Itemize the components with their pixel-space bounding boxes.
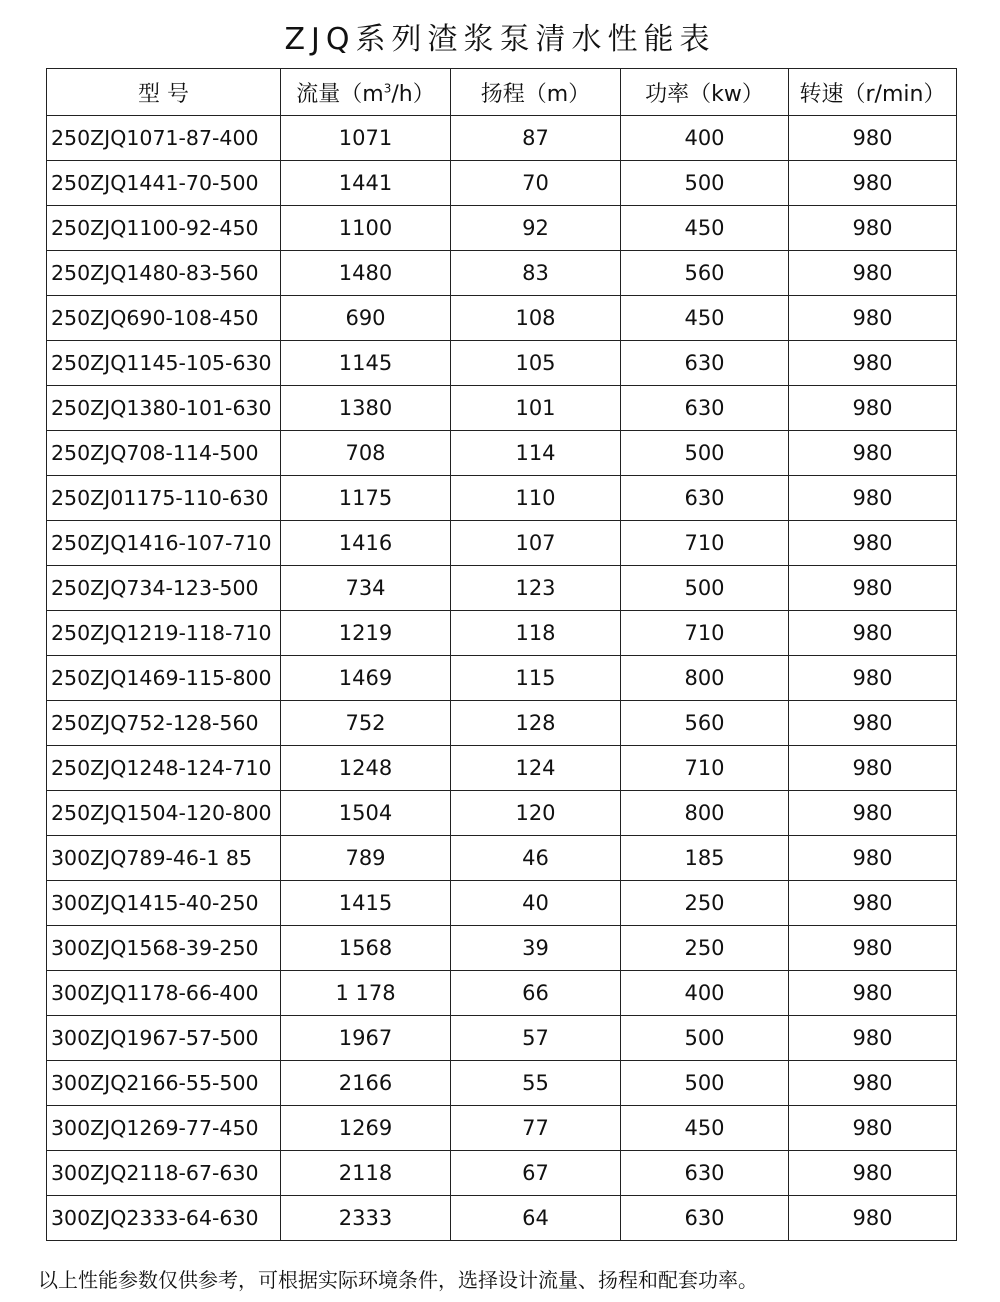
table-row [47, 836, 957, 881]
flow-cell: 1480 [281, 251, 451, 296]
head-cell: 87 [451, 116, 621, 161]
speed-cell: 980 [789, 116, 957, 161]
head-cell: 107 [451, 521, 621, 566]
power-cell: 500 [621, 1016, 789, 1061]
speed-cell: 980 [789, 251, 957, 296]
head-cell: 67 [451, 1151, 621, 1196]
header-flow-suffix: /h） [391, 81, 435, 107]
flow-cell: 1568 [281, 926, 451, 971]
head-cell: 55 [451, 1061, 621, 1106]
table-row [47, 701, 957, 746]
table-row [47, 746, 957, 791]
speed-cell: 980 [789, 1151, 957, 1196]
head-cell: 46 [451, 836, 621, 881]
table-row [47, 521, 957, 566]
model-cell: 250ZJQ1504-120-800 [47, 791, 281, 836]
power-cell: 800 [621, 791, 789, 836]
head-cell: 120 [451, 791, 621, 836]
model-cell: 250ZJQ1480-83-560 [47, 251, 281, 296]
flow-cell: 690 [281, 296, 451, 341]
page-title: ZJQ系列渣浆泵清水性能表 [284, 22, 716, 57]
speed-cell: 980 [789, 881, 957, 926]
flow-cell: 1415 [281, 881, 451, 926]
head-cell: 40 [451, 881, 621, 926]
flow-cell: 2118 [281, 1151, 451, 1196]
head-cell: 83 [451, 251, 621, 296]
header-flow-superscript: 3 [383, 81, 392, 96]
table-row [47, 611, 957, 656]
power-cell: 500 [621, 161, 789, 206]
power-cell: 250 [621, 926, 789, 971]
model-cell: 250ZJQ1416-107-710 [47, 521, 281, 566]
speed-cell: 980 [789, 1016, 957, 1061]
flow-cell: 1441 [281, 161, 451, 206]
power-cell: 400 [621, 971, 789, 1016]
power-cell: 450 [621, 1106, 789, 1151]
power-cell: 185 [621, 836, 789, 881]
head-cell: 123 [451, 566, 621, 611]
header-flow [281, 69, 451, 116]
header-head: 扬程（m） [451, 69, 621, 116]
model-cell: 250ZJQ1441-70-500 [47, 161, 281, 206]
flow-cell: 1071 [281, 116, 451, 161]
speed-cell: 980 [789, 161, 957, 206]
model-cell: 300ZJQ789-46-1 85 [47, 836, 281, 881]
flow-cell: 789 [281, 836, 451, 881]
head-cell: 118 [451, 611, 621, 656]
model-cell: 300ZJQ1415-40-250 [47, 881, 281, 926]
speed-cell: 980 [789, 521, 957, 566]
head-cell: 39 [451, 926, 621, 971]
table-row [47, 656, 957, 701]
speed-cell: 980 [789, 701, 957, 746]
head-cell: 57 [451, 1016, 621, 1061]
table-row [47, 1106, 957, 1151]
power-cell: 560 [621, 251, 789, 296]
model-cell: 250ZJQ734-123-500 [47, 566, 281, 611]
table-row [47, 881, 957, 926]
power-cell: 630 [621, 1196, 789, 1241]
flow-cell: 708 [281, 431, 451, 476]
model-cell: 250ZJQ1100-92-450 [47, 206, 281, 251]
flow-cell: 1 178 [281, 971, 451, 1016]
table-body [47, 116, 957, 1241]
table-row [47, 1196, 957, 1241]
power-cell: 710 [621, 521, 789, 566]
flow-cell: 1269 [281, 1106, 451, 1151]
head-cell: 105 [451, 341, 621, 386]
table-row [47, 161, 957, 206]
table-row [47, 116, 957, 161]
head-cell: 110 [451, 476, 621, 521]
table-row [47, 296, 957, 341]
model-cell: 250ZJQ1145-105-630 [47, 341, 281, 386]
head-cell: 115 [451, 656, 621, 701]
model-cell: 250ZJQ1219-118-710 [47, 611, 281, 656]
model-cell: 250ZJ01175-110-630 [47, 476, 281, 521]
flow-cell: 1380 [281, 386, 451, 431]
speed-cell: 980 [789, 926, 957, 971]
flow-cell: 734 [281, 566, 451, 611]
model-cell: 250ZJQ708-114-500 [47, 431, 281, 476]
flow-cell: 1469 [281, 656, 451, 701]
header-model: 型 号 [47, 69, 281, 116]
model-cell: 250ZJQ1071-87-400 [47, 116, 281, 161]
power-cell: 710 [621, 611, 789, 656]
speed-cell: 980 [789, 791, 957, 836]
model-cell: 250ZJQ690-108-450 [47, 296, 281, 341]
performance-table [46, 68, 957, 1241]
flow-cell: 1416 [281, 521, 451, 566]
head-cell: 64 [451, 1196, 621, 1241]
speed-cell: 980 [789, 1106, 957, 1151]
speed-cell: 980 [789, 1061, 957, 1106]
table-row [47, 1151, 957, 1196]
model-cell: 300ZJQ2118-67-630 [47, 1151, 281, 1196]
table-row [47, 566, 957, 611]
head-cell: 124 [451, 746, 621, 791]
table-row [47, 386, 957, 431]
power-cell: 400 [621, 116, 789, 161]
speed-cell: 980 [789, 476, 957, 521]
power-cell: 630 [621, 476, 789, 521]
power-cell: 500 [621, 1061, 789, 1106]
flow-cell: 2166 [281, 1061, 451, 1106]
model-cell: 250ZJQ1469-115-800 [47, 656, 281, 701]
head-cell: 101 [451, 386, 621, 431]
table-row [47, 431, 957, 476]
power-cell: 800 [621, 656, 789, 701]
flow-cell: 1145 [281, 341, 451, 386]
power-cell: 500 [621, 566, 789, 611]
table-row [47, 341, 957, 386]
footnote: 以上性能参数仅供参考，可根据实际环境条件，选择设计流量、扬程和配套功率。 [38, 1268, 758, 1292]
speed-cell: 980 [789, 656, 957, 701]
power-cell: 560 [621, 701, 789, 746]
model-cell: 300ZJQ2166-55-500 [47, 1061, 281, 1106]
flow-cell: 752 [281, 701, 451, 746]
power-cell: 250 [621, 881, 789, 926]
head-cell: 128 [451, 701, 621, 746]
flow-cell: 2333 [281, 1196, 451, 1241]
power-cell: 630 [621, 1151, 789, 1196]
flow-cell: 1504 [281, 791, 451, 836]
flow-cell: 1967 [281, 1016, 451, 1061]
header-power: 功率（kw） [621, 69, 789, 116]
model-cell: 300ZJQ1568-39-250 [47, 926, 281, 971]
table-row [47, 971, 957, 1016]
speed-cell: 980 [789, 386, 957, 431]
head-cell: 92 [451, 206, 621, 251]
table-row [47, 926, 957, 971]
speed-cell: 980 [789, 836, 957, 881]
header-flow-prefix: 流量（m [296, 81, 384, 107]
power-cell: 630 [621, 341, 789, 386]
table-header-row [47, 69, 957, 116]
model-cell: 300ZJQ1178-66-400 [47, 971, 281, 1016]
head-cell: 114 [451, 431, 621, 476]
header-speed: 转速（r/min） [789, 69, 957, 116]
speed-cell: 980 [789, 206, 957, 251]
table-row [47, 1061, 957, 1106]
speed-cell: 980 [789, 566, 957, 611]
power-cell: 450 [621, 296, 789, 341]
flow-cell: 1175 [281, 476, 451, 521]
model-cell: 250ZJQ1248-124-710 [47, 746, 281, 791]
model-cell: 250ZJQ1380-101-630 [47, 386, 281, 431]
flow-cell: 1100 [281, 206, 451, 251]
head-cell: 70 [451, 161, 621, 206]
speed-cell: 980 [789, 971, 957, 1016]
power-cell: 450 [621, 206, 789, 251]
power-cell: 500 [621, 431, 789, 476]
speed-cell: 980 [789, 296, 957, 341]
flow-cell: 1248 [281, 746, 451, 791]
speed-cell: 980 [789, 1196, 957, 1241]
model-cell: 300ZJQ1269-77-450 [47, 1106, 281, 1151]
power-cell: 630 [621, 386, 789, 431]
table-row [47, 476, 957, 521]
speed-cell: 980 [789, 431, 957, 476]
table-row [47, 1016, 957, 1061]
head-cell: 108 [451, 296, 621, 341]
table-row [47, 206, 957, 251]
power-cell: 710 [621, 746, 789, 791]
model-cell: 250ZJQ752-128-560 [47, 701, 281, 746]
speed-cell: 980 [789, 611, 957, 656]
table-row [47, 251, 957, 296]
table-row [47, 791, 957, 836]
model-cell: 300ZJQ1967-57-500 [47, 1016, 281, 1061]
head-cell: 66 [451, 971, 621, 1016]
head-cell: 77 [451, 1106, 621, 1151]
flow-cell: 1219 [281, 611, 451, 656]
speed-cell: 980 [789, 341, 957, 386]
speed-cell: 980 [789, 746, 957, 791]
model-cell: 300ZJQ2333-64-630 [47, 1196, 281, 1241]
